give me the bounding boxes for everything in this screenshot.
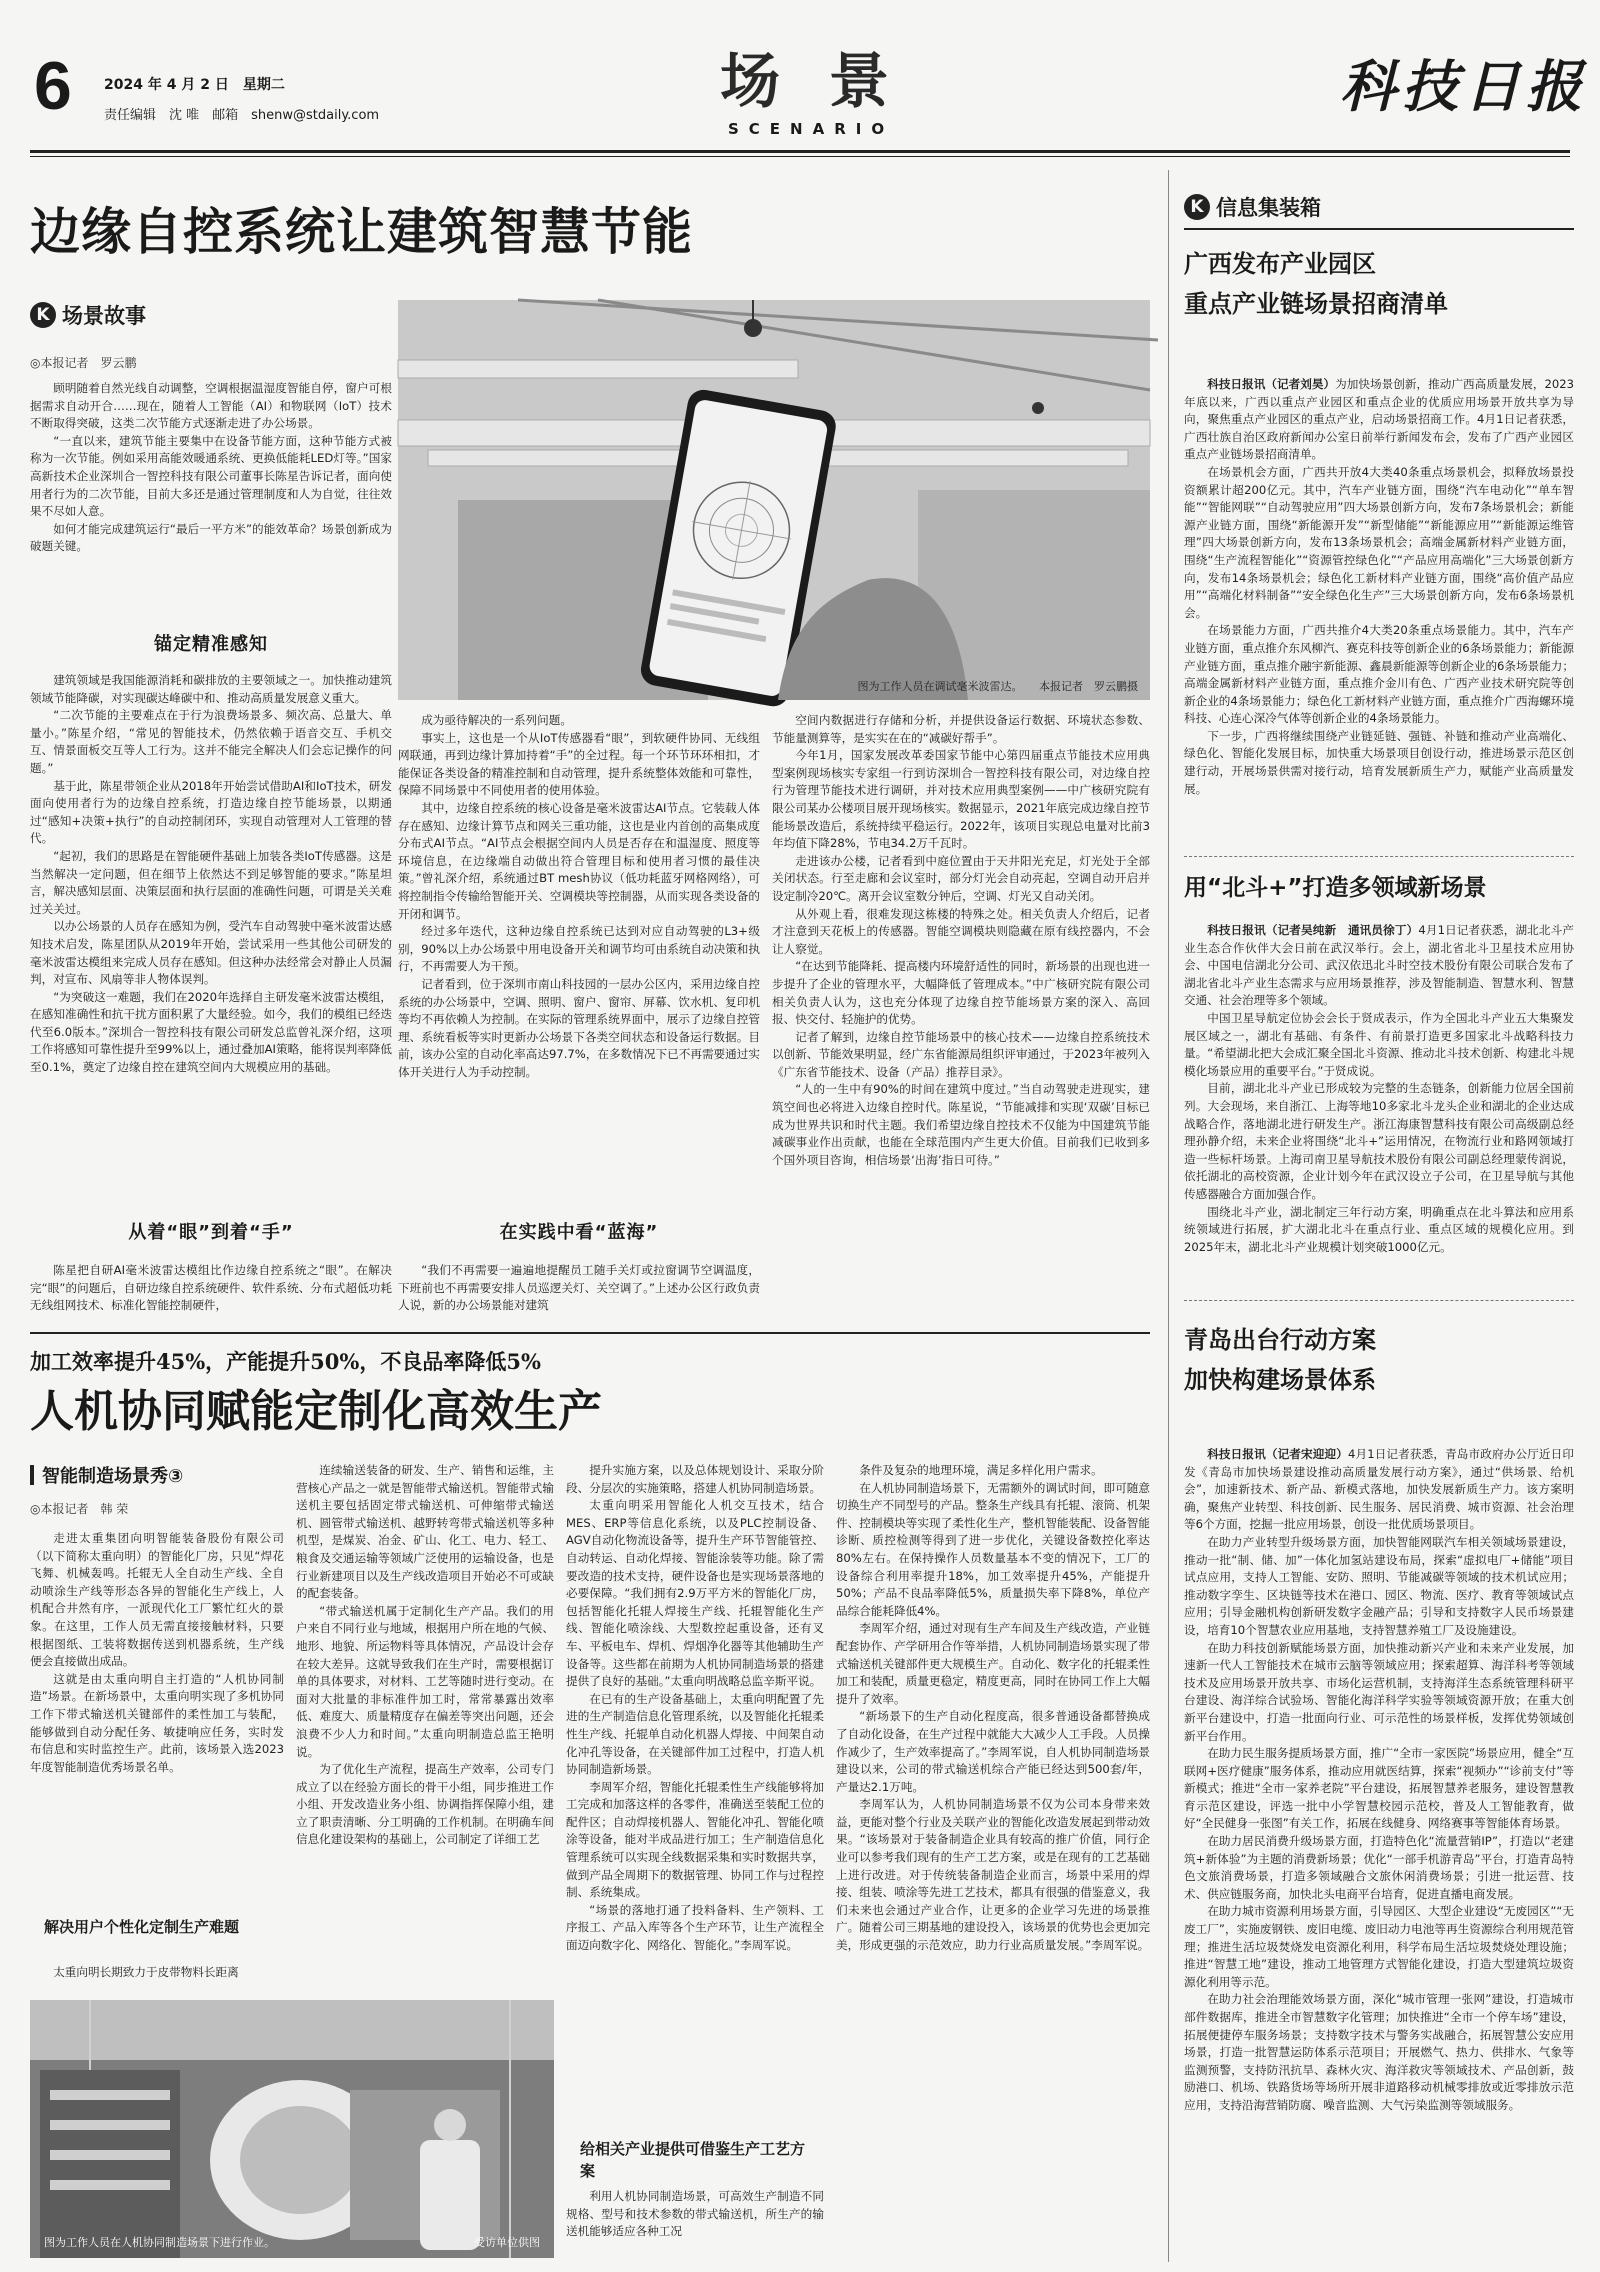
article-1-col-1 xyxy=(30,672,392,1202)
news-1-body xyxy=(1184,376,1574,848)
sidebar-divider xyxy=(1168,170,1169,2262)
article-1-title: 边缘自控系统让建筑智慧节能 xyxy=(30,203,693,261)
paragraph: 在人机协同制造场景下，无需额外的调试时间，即可随意切换生产不同型号的产品。整条生产线具有托辊、滚筒、机架件、控制模块等实现了柔性化生产，整机智能装配、设备智能诊断、质控检测等得到了进一步优化，关键设备数控化率达80%左右。在保持操作人员数量基本不变的情况下，工厂的设备综合利用率提升18%，加工效率提升45%，产能提升50%；产品不良品率降低5%，质量损失率下降8%，单位产品综合能耗降低4%。 xyxy=(836,1480,1150,1618)
news-3-body xyxy=(1184,1446,1574,2262)
paragraph: 在助力民生服务提质场景方面，推广“全市一家医院”场景应用，健全“互联网+医疗健康”服务体系，推动应用就医结算，探索“视频办”“诊前支付”等新模式；推进“全市一家养老院”平台建设，拓展智慧养老服务，建设智慧教育示范区建设，评选一批中小学智慧校园示范校，普及人工智能教育，做好“全民健身一张图”有关工作，拓展在线健身、网络赛事等智能体育场景。 xyxy=(1184,1746,1574,1831)
article-1-col-2b xyxy=(398,1262,760,1322)
headline-line: 重点产业链场景招商清单 xyxy=(1184,290,1448,318)
masthead-divider-thin xyxy=(30,156,1570,157)
article-2-section xyxy=(30,1462,183,1488)
paragraph: “我们不再需要一遍遍地提醒员工随手关灯或拉窗调节空调温度，下班前也不再需要安排人员巡逻关灯、关空调了。”上述办公区行政负责人说，新的办公场景能对建筑 xyxy=(398,1263,760,1313)
paragraph: 围绕北斗产业，湖北制定三年行动方案，明确重点在北斗算法和应用系统领域进行拓展，扩大湖北北斗在重点行业、重点区域的规模化应用。到2025年末，湖北北斗产业规模计划突破1000亿元。 xyxy=(1184,1204,1574,1254)
article-2-col-3 xyxy=(566,1462,824,2122)
paragraph: “一直以来，建筑节能主要集中在设备节能方面，这种节能方式被称为一次节能。例如采用高能效暖通系统、更换低能耗LED灯等。”国家高新技术企业深圳合一智控科技有限公司董事长陈星告诉记者，面向使用者行为的二次节能，目前大多还是通过管理制度和人为自觉，往往效果不尽如人意。 xyxy=(30,433,392,519)
article-1-section xyxy=(30,300,146,330)
paragraph: 李周军认为，人机协同制造场景不仅为公司本身带来效益，更能对整个行业及关联产业的智能化改造发展起到带动效果。“该场景对于装备制造企业具有较高的推广价值，同行企业可以参考我们现有的生产工艺方案，或是在现有的工艺基础上进行改进。对于传统装备制造企业而言，场景中采用的焊接、组装、喷涂等先进工艺技术，都具有很强的借鉴意义，我们未来也会通过产业合作，让更多的企业学习先进的场景推广。随着公司三期基地的建设投入，该场景的优势也会更加完美，形成更强的示范效应，助力行业高质量发展。”李周军说。 xyxy=(836,1797,1150,1953)
section-bar-icon xyxy=(30,1465,34,1485)
paragraph: “二次节能的主要难点在于行为浪费场景多、频次高、总量大、单量小。”陈星介绍，“常见的智能技术，仍然依赖于语音交互、手机交互、情景面板交互等人工行为。这并不能完全解决人们会忘记操作的问题。” xyxy=(30,708,392,775)
article-1-byline: ◎本报记者 罗云鹏 xyxy=(30,356,137,370)
article-2-col-1 xyxy=(30,1530,284,1910)
paragraph: “起初，我们的思路是在智能硬件基础上加装各类IoT传感器。这是当然解决一定问题，但在细节上依然达不到足够智能的要求。”陈星坦言，解决感知层面、决策层面和执行层面的准确性问题，可谓是关关难过关关过。 xyxy=(30,848,392,916)
paragraph: 陈星把自研AI毫米波雷达模组比作边缘自控系统之“眼”。在解决完“眼”的问题后，自研边缘自控系统硬件、软件系统、分布式超低功耗无线组网技术、标准化智能控制硬件， xyxy=(30,1263,392,1313)
paragraph: 在助力社会治理能效场景方面，深化“城市管理一张网”建设，打造城市部件数据库，推进全市智慧数字化管理；加快推进“全市一个停车场”建设，拓展便捷停车服务场景；支持数字技术与警务实战融合，拓展智慧公安应用场景，打造一批智慧运防体系示范项目；开展燃气、热力、供排水、气象等监测预警，支持防汛抗旱、森林火灾、海洋救灾等领域技术、产品创新，鼓励港口、机场、铁路货场等场所开展非道路移动机械零排放或近零排放示范应用，支持沿海营销防腐、噪音监测、大气污染监测等领域服务。 xyxy=(1184,1992,1574,2112)
paragraph: 在助力居民消费升级场景方面，打造特色化“流量营销IP”，打造以“老建筑+新体验”为主题的消费新场景；优化“一部手机游青岛”平台，打造青岛特色文旅消费场景，打造多领域融合文旅休闲消费场景；引进一批运营、技术、供应链服务商，加快北头电商平台培育，促进直播电商发展。 xyxy=(1184,1834,1574,1901)
paragraph: 从外观上看，很难发现这栋楼的特殊之处。相关负责人介绍后，记者才注意到天花板上的传感器。智能空调模块则隐藏在原有线控器内，不会让人察觉。 xyxy=(772,906,1150,956)
article-2-col-3b xyxy=(566,2188,824,2258)
paragraph: 基于此，陈星带领企业从2018年开始尝试借助AI和IoT技术，研发面向使用者行为的边缘自控系统，打造边缘自控节能场景，以期通过“感知+决策+执行”的自动控制闭环，实现自动管理对人工管理的替代。 xyxy=(30,778,392,846)
photo-illustration xyxy=(30,2000,554,2258)
article-1-subhead-1: 锚定精准感知 xyxy=(154,634,268,655)
photo-illustration xyxy=(398,300,1150,700)
article-2-col-1b xyxy=(30,1964,284,1990)
paragraph: 事实上，这也是一个从IoT传感器看“眼”，到软硬件协同、无线组网联通，再到边缘计算加持着“手”的全过程。每一个环节环环相扣，才能保证各类设备的精准控制和自动管理，提升系统整体效能和可靠性，保障不同场景中不同使用者的使用体验。 xyxy=(398,730,760,798)
section-label: 智能制造场景秀③ xyxy=(42,1466,184,1487)
page-number: 6 xyxy=(34,48,72,124)
headline-line: 广西发布产业园区 xyxy=(1184,250,1376,278)
paragraph: 建筑领域是我国能源消耗和碳排放的主要领域之一。加快推动建筑领域节能降碳，对实现碳达峰碳中和、推动高质量发展意义重大。 xyxy=(30,673,392,705)
newspaper-logo: 科技日报 xyxy=(1340,54,1588,120)
paragraph: 成为亟待解决的一系列问题。 xyxy=(421,713,572,727)
article-2-title: 人机协同赋能定制化高效生产 xyxy=(30,1386,602,1437)
paragraph: “人的一生中有90%的时间在建筑中度过。”当自动驾驶走进现实，建筑空间也必将进入边缘自控时代。陈星说，“节能减排和实现‘双碳’目标已成为世界共识和时代主题。我们希望边缘自控技术不仅能为中国建筑节能减碳事业作出贡献，也能在全球范围内产生更大价值。目前我们已收到多个国外项目咨询，相信场景‘出海’指日可待。” xyxy=(772,1082,1150,1167)
k-badge-icon: K xyxy=(30,302,56,328)
reporter: （记者宋迎迎） xyxy=(1265,1447,1348,1461)
paragraph: 在场景机会方面，广西共开放4大类40条重点场景机会，拟释放场景投资额累计超200亿元。其中，汽车产业链方面，围绕“汽车电动化”“单车智能”“智能网联”“自动驾驶应用”四大场景创新方向，发布7条场景机会；新能源产业链方面，围绕“新能源开发”“新型储能”“新能源应用”“新能源运维管理”四大场景创新方向，发布13条场景机会；高端金属新材料产业链方面，围绕“生产流程智能化”“资源管控绿色化”“产品应用高端化”三大场景创新方向，发布14条场景机会；绿色化工新材料产业链方面，围绕“高价值产品应用”“高端化材料制备”“安全绿色化生产”三大场景创新方向，发布6条场景机会。 xyxy=(1184,464,1574,620)
date-line: 2024 年 4 月 2 日 星期二 xyxy=(104,77,285,93)
paragraph: 在助力科技创新赋能场景方面，加快推动新兴产业和未来产业发展，加速新一代人工智能技术在城市云脑等领域应用；探索超算、海洋科考等领域技术及应用场景开放共享、市场化运营机制，支持海洋生态系统管理科研平台建设、海洋综合试验场、智能化海洋科学实验等领域资源开放；在重大创新平台建设中，打造一批面向行业、可示范性的场景样板，发挥优势领域创新平台作用。 xyxy=(1184,1640,1574,1743)
headline-line: 加快构建场景体系 xyxy=(1184,1366,1376,1394)
paragraph: “场景的落地打通了投料备料、生产领料、工序报工、产品入库等各个生产环节，让生产流程全面迈向数字化、网络化、智能化。”李周军说。 xyxy=(566,1902,824,1953)
article-2-col-2 xyxy=(296,1462,554,1996)
paragraph: 下一步，广西将继续围绕产业链延链、强链、补链和推动产业高端化、绿色化、智能化发展目标，加快重大场景项目创设行动，推进场景示范区创建行动，开展场景供需对接行动，培育发展新质生产力，赋能产业高质量发展。 xyxy=(1184,728,1574,796)
paragraph: 以办公场景的人员存在感知为例，受汽车自动驾驶中毫米波雷达感知技术启发，陈星团队从2019年开始，尝试采用一些其他公司研发的毫米波雷达模组来完成人员存在感知。但这种办法经常会对静止人员漏判，对宣布、风扇等非人物体误判。 xyxy=(30,919,392,987)
photo-caption: 图为工作人员在人机协同制造场景下进行作业。 xyxy=(44,2236,275,2249)
article-2-kicker: 加工效率提升45%，产能提升50%，不良品率降低5% xyxy=(30,1349,541,1374)
news-divider xyxy=(1184,856,1574,857)
headline-line: 青岛出台行动方案 xyxy=(1184,1326,1376,1354)
section-title: 场 景 xyxy=(720,47,903,117)
paragraph: 利用人机协同制造场景，可高效生产制造不同规格、型号和技术参数的带式输送机，所生产的输送机能够适应各种工况 xyxy=(566,2189,824,2239)
section-label: 场景故事 xyxy=(62,304,146,328)
article-1-subhead-3: 在实践中看“蓝海” xyxy=(499,1222,659,1243)
masthead-divider xyxy=(30,150,1570,153)
article-1-col-2 xyxy=(398,712,760,1202)
section-label: 信息集装箱 xyxy=(1216,196,1321,220)
paragraph: 为了优化生产流程，提高生产效率，公司专门成立了以在经验方面长的骨干小组，同步推进工作小组、开发改造业务小组、协调指挥保障小组，建立了职责清晰、分工明确的工作机制。在明确车间信息化建设架构的基础上，公司制定了详细工艺 xyxy=(296,1762,554,1847)
paragraph: 条件及复杂的地理环境，满足多样化用户需求。 xyxy=(859,1463,1103,1477)
paragraph: 顾明随着自然光线自动调整，空调根据温湿度智能自停，窗户可根据需求自动开合……现在，随着人工智能（AI）和物联网（IoT）技术不断取得突破，这类二次节能方式逐渐走进了办公场景。 xyxy=(30,381,392,431)
editor-line: 责任编辑 沈 唯 邮箱 shenw@stdaily.com xyxy=(104,108,380,123)
paragraph: 中国卫星导航定位协会会长于贤成表示，作为全国北斗产业五大集聚发展区域之一，湖北有基础、有条件、有前景打造更多国家北斗战略科技力量。“希望湖北把大会成汇聚全国北斗资源、推动北斗技术创新、构建北斗规模化场景应用的重要平台。”于贤成说。 xyxy=(1184,1010,1574,1078)
article-1-subhead-2: 从着“眼”到着“手” xyxy=(128,1222,294,1243)
reporter: （记者刘昊） xyxy=(1265,377,1336,391)
article-1-photo xyxy=(398,300,1150,700)
k-badge-icon: K xyxy=(1184,194,1210,220)
article-1-intro xyxy=(30,380,392,554)
news-3-title xyxy=(1184,1320,1574,1400)
paragraph: 太重向明采用智能化人机交互技术，结合MES、ERP等信息化系统，以及PLC控制设备、AGV自动化物流设备等，提升生产环节智能管控、自动转运、自动化焊接、智能涂装等功能。除了需要改造的技术支持，硬件设备也是实现场景落地的必要保障。“我们拥有2.9万平方米的智能化厂房，包括智能化托辊人焊接生产线、托辊智能化生产线、智能化喷涂线、大型数控起重设备，还有叉车、平板电车、焊机、焊烟净化器等其他辅助生产设备等。这些都在前期为人机协同制造场景的搭建提供了良好的基础。”太重向明战略总监辛斯平说。 xyxy=(566,1498,824,1689)
news-2-body xyxy=(1184,922,1574,1292)
paragraph: 李周军介绍，智能化托辊柔性生产线能够将加工完成和加落这样的各零件，准确送至装配工位的配件区；自动焊接机器人、智能化冲孔、智能化喷涂等设备，能对半成品进行加工；生产制造信息化管理系统可以实现全线数据采集和实时数据共享，做到产品全周期下的数据管理、协同工作与过程控制、系统集成。 xyxy=(566,1779,824,1900)
lead: 科技日报讯 xyxy=(1207,1447,1266,1461)
paragraph: 太重向明长期致力于皮带物料长距离 xyxy=(53,1965,239,1979)
photo-credit: 受访单位供图 xyxy=(474,2236,540,2249)
article-2-subhead-1: 解决用户个性化定制生产难题 xyxy=(44,1918,240,1936)
paragraph: “为突破这一难题，我们在2020年选择自主研发毫米波雷达模组，在感知准确性和抗干扰方面积累了大量经验。如今，我们的模组已经迭代至6.0版本。”深圳合一智控科技有限公司研发总监曾礼深介绍，这项工作将感知可靠性提升至99%以上，通过叠加AI策略，能将误判率降低至0.1%，奠定了边缘自控在建筑空间内大规模应用的基础。 xyxy=(30,989,392,1075)
paragraph: 走进该办公楼，记者看到中庭位置由于天井阳光充足，灯光处于全部关闭状态。行至走廊和会议室时，部分灯光会自动亮起，空调自动开启并设定制冷20℃。离开会议室数分钟后，空调、灯光又自动关闭。 xyxy=(772,853,1150,903)
paragraph: 目前，湖北北斗产业已形成较为完整的生态链条，创新能力位居全国前列。大会现场，来自浙江、上海等地10多家北斗龙头企业和湖北的企业达成战略合作，落地湖北进行研发生产。浙江海康智慧科技有限公司高级副总经理孙静介绍，未来企业将围绕“北斗+”运用情况，在物流行业和路网领域打造一些标杆场景。上海司南卫星导航技术股份有限公司副总经理蒙传润说，依托湖北的高校资源，企业计划今年在武汉设立子公司，在卫星导航与其他传感器融合方面加强合作。 xyxy=(1184,1081,1574,1201)
article-2-subhead-2: 给相关产业提供可借鉴生产工艺方案 xyxy=(580,2140,806,2180)
paragraph: 这就是由太重向明自主打造的“人机协同制造”场景。在新场景中，太重向明实现了多机协同工作下带式输送机关键部件的柔性加工与装配，能够做到自动分配任务、敏捷响应任务，实时发布信息和实时监控生产。此前，该场景入选2023年度智能制造优秀场景名单。 xyxy=(30,1671,284,1774)
article-2-col-4 xyxy=(836,1462,1150,2262)
sidebar-section-rule xyxy=(1184,228,1574,230)
paragraph: 连续输送装备的研发、生产、销售和运维，主营核心产品之一就是智能带式输送机。智能带式输送机主要包括固定带式输送机、可伸缩带式输送机、圆管带式输送机、越野转弯带式输送机等多种机型，是煤炭、冶金、矿山、化工、电力、轻工、粮食及交通运输等领域广泛使用的运输设备，也是行业新建项目以及生产线改造项目开始必不可或缺的配套装备。 xyxy=(296,1463,554,1601)
paragraph: 提升实施方案，以及总体规划设计、采取分阶段、分层次的实施策略，搭建人机协同制造场景。 xyxy=(566,1463,824,1495)
paragraph: “新场景下的生产自动化程度高，很多普通设备都替换成了自动化设备，在生产过程中就能大大减少人工手段。人员操作减少了，生产效率提高了。”李周军说，自人机协同制造场景建设以来，公司的带式输送机综合产能已经达到500套/年，产量达2.1万吨。 xyxy=(836,1709,1150,1794)
paragraph: 记者看到，位于深圳市南山科技园的一层办公区内，采用边缘自控系统的办公场景中，空调、照明、窗户、窗帘、屏幕、饮水机、复印机等均不再依赖人为控制。在实际的管理系统界面中，展示了边缘自控管理、系统看板等实时更新办公场景下各类空间状态和设备运行数据。目前，该办公室的自动化率高达97.7%，在多数情况下已不再需要通过实体开关进行人为手动控制。 xyxy=(398,976,760,1079)
paragraph: 为加快场景创新，推动广西高质量发展，2023年底以来，广西以重点产业园区和重点企业的优质应用场景开放共享为导向，聚焦重点产业园区的重点产业，启动场景招商工作。4月1日记者获悉，广西壮族自治区政府新闻办公室日前举行新闻发布会，发布了广西产业园区重点产业链场景招商清单。 xyxy=(1184,377,1574,462)
paragraph: 如何才能完成建筑运行“最后一平方米”的能效革命？场景创新成为破题关键。 xyxy=(30,521,392,554)
news-2-title: 用“北斗+”打造多领域新场景 xyxy=(1184,875,1487,901)
paragraph: 在助力产业转型升级场景方面，加快智能网联汽车相关领域场景建设，推动一批“制、储、加”一体化加氢站建设布局，探索“虚拟电厂+储能”项目试点应用，支持人工智能、安防、照明、节能减碳等领域的技术机试应用；推动数字孪生、区块链等技术在港口、园区、物流、医疗、教育等领域试点应用；引导金融机构创新研发数字金融产品；引导和支持数字人民币场景建设，培育10个智慧农业应用基地，支持智慧养殖工厂及设施建设。 xyxy=(1184,1534,1574,1637)
paragraph: 经过多年迭代，这种边缘自控系统已达到对应自动驾驶的L3+级别，90%以上办公场景中用电设备开关和调节均可由系统自动决策和执行，不再需要人为干预。 xyxy=(398,924,760,974)
paragraph: 4月1日记者获悉，青岛市政府办公厅近日印发《青岛市加快场景建设推动高质量发展行动方案》，通过“供场景、给机会”，加速新技术、新产品、新模式落地，加快发展新质生产力。该方案明确，聚焦产业转型、科技创新、民生服务、居民消费、城市资源、社会治理等6个方面，挖掘一批应用场景，创设一批优质场景项目。 xyxy=(1184,1447,1574,1532)
paragraph: 走进太重集团向明智能装备股份有限公司（以下简称太重向明）的智能化厂房，只见“焊花飞舞、机械轰鸣。托辊无人全自动生产线、全自动喷涂生产线等形态各异的智能化生产线上，人机配合井然有序，一派现代化工厂繁忙红火的景象。在这里，工作人员无需直接接触材料，只要根据图纸、工装将数据传送到机器系统，生产线便会直接做出成品。 xyxy=(30,1531,284,1669)
article-2-byline: ◎本报记者 韩 荣 xyxy=(30,1502,129,1516)
section-subtitle: SCENARIO xyxy=(728,120,895,138)
paragraph: 今年1月，国家发展改革委国家节能中心第四届重点节能技术应用典型案例现场核实专家组一行到访深圳合一智控科技有限公司，对边缘自控行为管理节能技术进行调研，并对技术应用典型案例——中广核研究院有限公司某办公楼项目展开现场核实。数据显示，2021年底完成边缘自控节能场景改造后，系统持续平稳运行。2022年，该项目实现总电量对比前3年均值下降28%，节电34.2万千瓦时。 xyxy=(772,748,1150,851)
lead: 科技日报讯 xyxy=(1207,923,1266,937)
lead: 科技日报讯 xyxy=(1207,377,1266,391)
paragraph: 4月1日记者获悉，湖北北斗产业生态合作伙伴大会日前在武汉举行。会上，湖北省北斗卫星技术应用协会、中国电信湖北分公司、武汉依迅北斗时空技术股份有限公司联合发布了湖北省北斗产业生态需求与应用场景推荐，涉及智能制造、智慧水利、智慧交通、社会治理等多个领域。 xyxy=(1184,923,1574,1008)
paragraph: 在已有的生产设备基础上，太重向明配置了先进的生产制造信息化管理系统，以及智能化托辊柔性生产线、托辊单自动化机器人焊接、中间架自动化冲孔等设备，在关键部件加工过程中，打造人机协同制造新场景。 xyxy=(566,1691,824,1777)
paragraph: 在场景能力方面，广西共推介4大类20条重点场景能力。其中，汽车产业链方面，重点推介东风柳汽、赛克科技等创新企业的6条场景能力；新能源产业链方面，重点推介融宇新能源、鑫晨新能源等创新企业的6条场景能力；高端金属新材料产业链方面，重点推介金川有色、广西产业技术研究院等创新企业的4条场景能力；绿色化工新材料产业链方面，重点推介广西海螺环境科技、心连心深冷气体等创新企业的4条场景能力。 xyxy=(1184,623,1574,726)
article-1-col-1b xyxy=(30,1262,392,1322)
sidebar-section xyxy=(1184,192,1321,222)
article-divider xyxy=(30,1332,1150,1334)
paragraph: 李周军介绍，通过对现有生产车间及生产线改造，产业链配套协作、产学研用合作等举措，人机协同制造场景实现了带式输送机关键部件更大规模生产。自动化、数字化的托辊柔性加工和装配，质量更稳定，精度更高，同时在协同工作上大幅提升了效率。 xyxy=(836,1621,1150,1706)
article-2-photo xyxy=(30,2000,554,2258)
paragraph: 其中，边缘自控系统的核心设备是毫米波雷达AI节点。它装载人体存在感知、边缘计算节点和网关三重功能，这也是业内首创的高集成度分布式AI节点。“AI节点会根据空间内人员是否存在和温湿度、照度等环境信息，在边缘端自动做出符合管理目标和使用者习惯的最佳决策。”曾礼深介绍，系统通过BT mesh协议（低功耗蓝牙网格网络），可将控制指令传输给智能开关、空调模块等控制器，从而实现各类设备的开闭和调节。 xyxy=(398,800,760,921)
reporter: （记者吴纯新 通讯员徐丁） xyxy=(1265,923,1419,937)
article-1-col-3 xyxy=(772,712,1150,1322)
masthead xyxy=(0,0,1600,148)
photo-caption: 图为工作人员在调试毫米波雷达。 本报记者 罗云鹏摄 xyxy=(857,680,1138,693)
news-1-title xyxy=(1184,244,1574,324)
paragraph: 记者了解到，边缘自控节能场景中的核心技术——边缘自控系统技术以创新、节能效果明显，经广东省能源局组织评审通过，于2023年被列入《广东省节能技术、设备（产品）推荐目录》。 xyxy=(772,1029,1150,1079)
paragraph: “带式输送机属于定制化生产产品。我们的用户来自不同行业与地域，根据用户所在地的气候、地形、地貌、所运物料等具体情况，产品设计会存在较大差异。这就导致我们在生产时，需要根据订单的具体要求，对材料、工艺等随时进行变动。在面对大批量的非标准件加工时，常常暴露出效率低、难度大、质量精度存在偏差等突出问题，还会浪费不少人力和时间。”太重向明制造总监王艳明说。 xyxy=(296,1603,554,1759)
paragraph: “在达到节能降耗、提高楼内环境舒适性的同时，新场景的出现也进一步提升了企业的管理水平，大幅降低了管理成本。”中广核研究院有限公司相关负责人认为，这也充分体现了边缘自控节能场景方案的深入、高回报、快交付、轻施护的优势。 xyxy=(772,959,1150,1027)
news-divider xyxy=(1184,1300,1574,1301)
paragraph: 空间内数据进行存储和分析，并提供设备运行数据、环境状态参数、节能量测算等，是实实在在的“减碳好帮手”。 xyxy=(772,713,1150,745)
paragraph: 在助力城市资源利用场景方面，引导园区、大型企业建设“无废园区”“无废工厂”，实施废钢铁、废旧电缆、废旧动力电池等再生资源综合利用规范管理；推进生活垃圾焚烧发电资源化利用，科学布局生活垃圾焚烧处理设施；推进“智慧工地”建设，推动工地管理方式智能化建设，打造大型建筑垃圾资源化利用等示范。 xyxy=(1184,1904,1574,1989)
